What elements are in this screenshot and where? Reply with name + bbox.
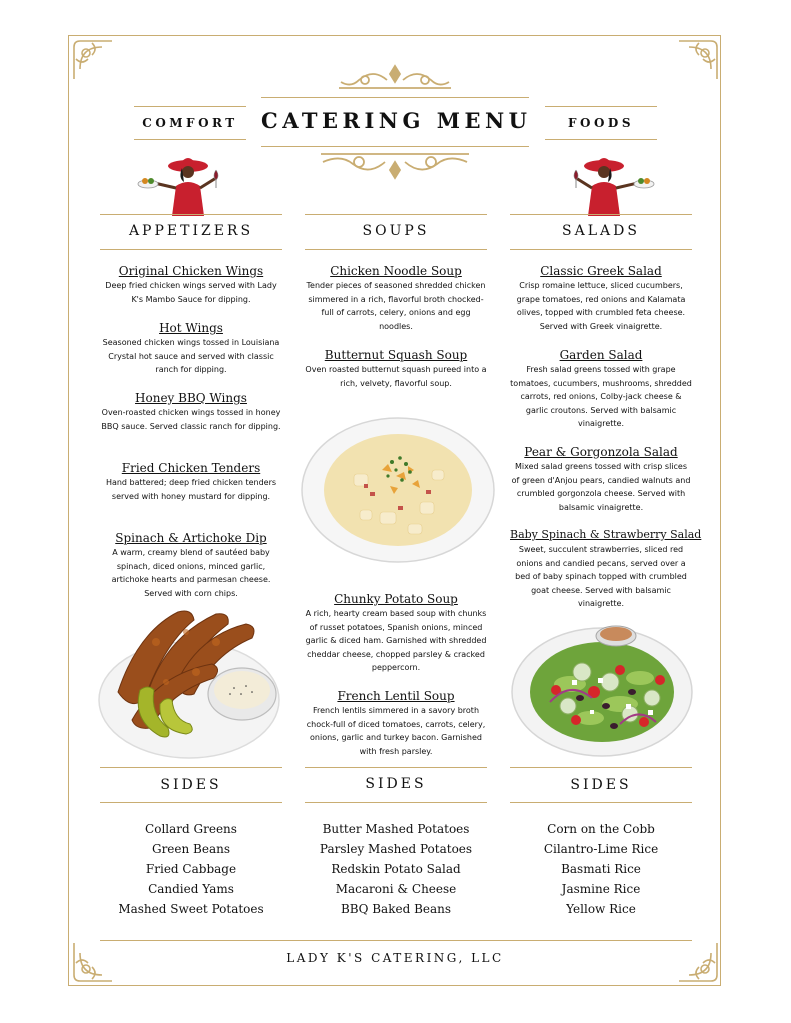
side-item: BBQ Baked Beans — [340, 902, 452, 916]
item-name: Fried Chicken Tenders — [121, 461, 261, 475]
item-description: Sweet, succulent strawberries, sliced red onions and candied pecans, served over a bed of baby spinach topped with crumbled goat cheese. Served with balsamic vinaigrette. — [515, 545, 687, 608]
lady-with-wine-icon — [566, 152, 656, 218]
item-description: Crisp romaine lettuce, sliced cucumbers, grape tomatoes, red onions and Kalamata olives, topped with crumbled feta cheese. Served with Greek vinaigrette. — [516, 281, 686, 331]
lady-with-wine-icon — [136, 152, 226, 218]
side-item: Butter Mashed Potatoes — [322, 822, 470, 836]
appetizers-heading: APPETIZERS — [128, 223, 254, 239]
item-description: Oven roasted butternut squash pureed into a rich, velvety, flavorful soup. — [305, 365, 487, 388]
item-name: Honey BBQ Wings — [135, 391, 247, 405]
item-description: Tender pieces of seasoned shredded chicken simmered in a rich, flavorful broth chocked-full of carrots, celery, onions and egg noodles. — [306, 281, 486, 331]
side-item: Green Beans — [151, 842, 231, 856]
section-rule — [100, 767, 282, 768]
menu-item — [100, 460, 282, 503]
corner-flourish-icon — [677, 39, 719, 81]
company-name: LADY K'S CATERING, LLC — [286, 951, 504, 965]
sides-heading: SIDES — [570, 777, 632, 793]
corner-flourish-icon — [72, 39, 114, 81]
sides-heading: SIDES — [160, 777, 222, 793]
menu-item — [510, 263, 692, 333]
section-rule — [510, 249, 692, 250]
ornament-scroll-icon — [315, 150, 475, 182]
item-name: Original Chicken Wings — [118, 264, 264, 278]
side-item: Mashed Sweet Potatoes — [118, 902, 264, 916]
greek-salad-photo — [510, 614, 694, 760]
title-rule-bottom — [261, 146, 529, 147]
sides-list — [100, 819, 282, 919]
item-name: Pear & Gorgonzola Salad — [524, 445, 678, 459]
potato-soup-photo — [300, 414, 496, 564]
item-description: Mixed salad greens tossed with crisp slices of green d'Anjou pears, candied walnuts and crumbled gorgonzola cheese. Served with balsamic vinaigrette. — [511, 462, 691, 512]
menu-item — [305, 591, 487, 675]
item-name: Hot Wings — [159, 321, 223, 335]
menu-item — [510, 444, 692, 514]
section-rule — [510, 802, 692, 803]
side-item: Parsley Mashed Potatoes — [319, 842, 473, 856]
item-name: Baby Spinach & Strawberry Salad — [510, 528, 702, 541]
comfort-tag: COMFORT — [142, 116, 238, 130]
side-item: Collard Greens — [145, 822, 237, 836]
section-rule — [100, 249, 282, 250]
side-item: Candied Yams — [148, 882, 234, 896]
item-name: Classic Greek Salad — [540, 264, 662, 278]
tag-rule — [134, 139, 246, 140]
menu-item — [305, 263, 487, 333]
item-name: Chunky Potato Soup — [334, 592, 458, 606]
soups-heading: SOUPS — [362, 223, 430, 239]
tag-rule — [134, 106, 246, 107]
side-item: Basmati Rice — [561, 862, 641, 876]
item-name: Chicken Noodle Soup — [330, 264, 462, 278]
item-description: Oven-roasted chicken wings tossed in honey BBQ sauce. Served classic ranch for dipping. — [101, 408, 281, 431]
section-rule — [100, 214, 282, 215]
section-rule — [510, 767, 692, 768]
side-item: Corn on the Cobb — [547, 822, 655, 836]
salads-heading: SALADS — [562, 223, 640, 239]
section-rule — [305, 249, 487, 250]
side-item: Fried Cabbage — [145, 862, 237, 876]
item-description: Hand battered; deep fried chicken tenders served with honey mustard for dipping. — [105, 478, 277, 501]
sides-heading: SIDES — [365, 776, 427, 792]
menu-item — [100, 530, 282, 600]
tag-rule — [545, 139, 657, 140]
footer-rule — [100, 940, 692, 941]
corner-flourish-icon — [677, 941, 719, 983]
title-rule-top — [261, 97, 529, 98]
menu-item — [100, 263, 282, 306]
tag-rule — [545, 106, 657, 107]
page-title: CATERING MENU — [261, 108, 532, 133]
menu-item — [510, 527, 702, 611]
section-rule — [100, 802, 282, 803]
side-item: Jasmine Rice — [561, 882, 641, 896]
sides-list — [305, 819, 487, 919]
foods-tag: FOODS — [568, 116, 634, 130]
section-rule — [305, 214, 487, 215]
section-rule — [510, 214, 692, 215]
side-item: Macaroni & Cheese — [335, 882, 457, 896]
item-description: Seasoned chicken wings tossed in Louisiana Crystal hot sauce and served with classic ranch for dipping. — [102, 338, 280, 374]
menu-item — [100, 390, 282, 433]
chicken-tenders-photo — [96, 602, 282, 760]
side-item: Yellow Rice — [566, 902, 636, 916]
section-rule — [305, 802, 487, 803]
side-item: Redskin Potato Salad — [331, 862, 461, 876]
item-description: French lentils simmered in a savory broth chock-full of diced tomatoes, carrots, celery, onions, garlic and turkey bacon. Garnished with fresh parsley. — [306, 706, 486, 756]
item-description: Fresh salad greens tossed with grape tomatoes, cucumbers, mushrooms, shredded carrots, red onions, Colby-jack cheese & garlic croutons. Served with balsamic vinaigrette. — [510, 365, 692, 428]
section-rule — [305, 767, 487, 768]
item-name: French Lentil Soup — [337, 689, 455, 703]
item-description: A rich, hearty cream based soup with chunks of russet potatoes, Spanish onions, minced garlic & diced ham. Garnished with shredded cheddar cheese, chopped parsley & cracked peppercorn. — [305, 609, 487, 672]
menu-item — [305, 688, 487, 758]
item-description: Deep fried chicken wings served with Lady K's Mambo Sauce for dipping. — [105, 281, 277, 304]
side-item: Cilantro-Lime Rice — [543, 842, 659, 856]
item-name: Spinach & Artichoke Dip — [115, 531, 267, 545]
item-description: A warm, creamy blend of sautéed baby spinach, diced onions, minced garlic, artichoke hearts and parmesan cheese. Served with corn chips. — [111, 548, 271, 598]
item-name: Garden Salad — [559, 348, 643, 362]
ornament-scroll-icon — [335, 62, 455, 92]
menu-item — [305, 347, 487, 390]
menu-item — [100, 320, 282, 377]
menu-item — [510, 347, 692, 431]
sides-list — [510, 819, 692, 919]
item-name: Butternut Squash Soup — [324, 348, 468, 362]
corner-flourish-icon — [72, 941, 114, 983]
